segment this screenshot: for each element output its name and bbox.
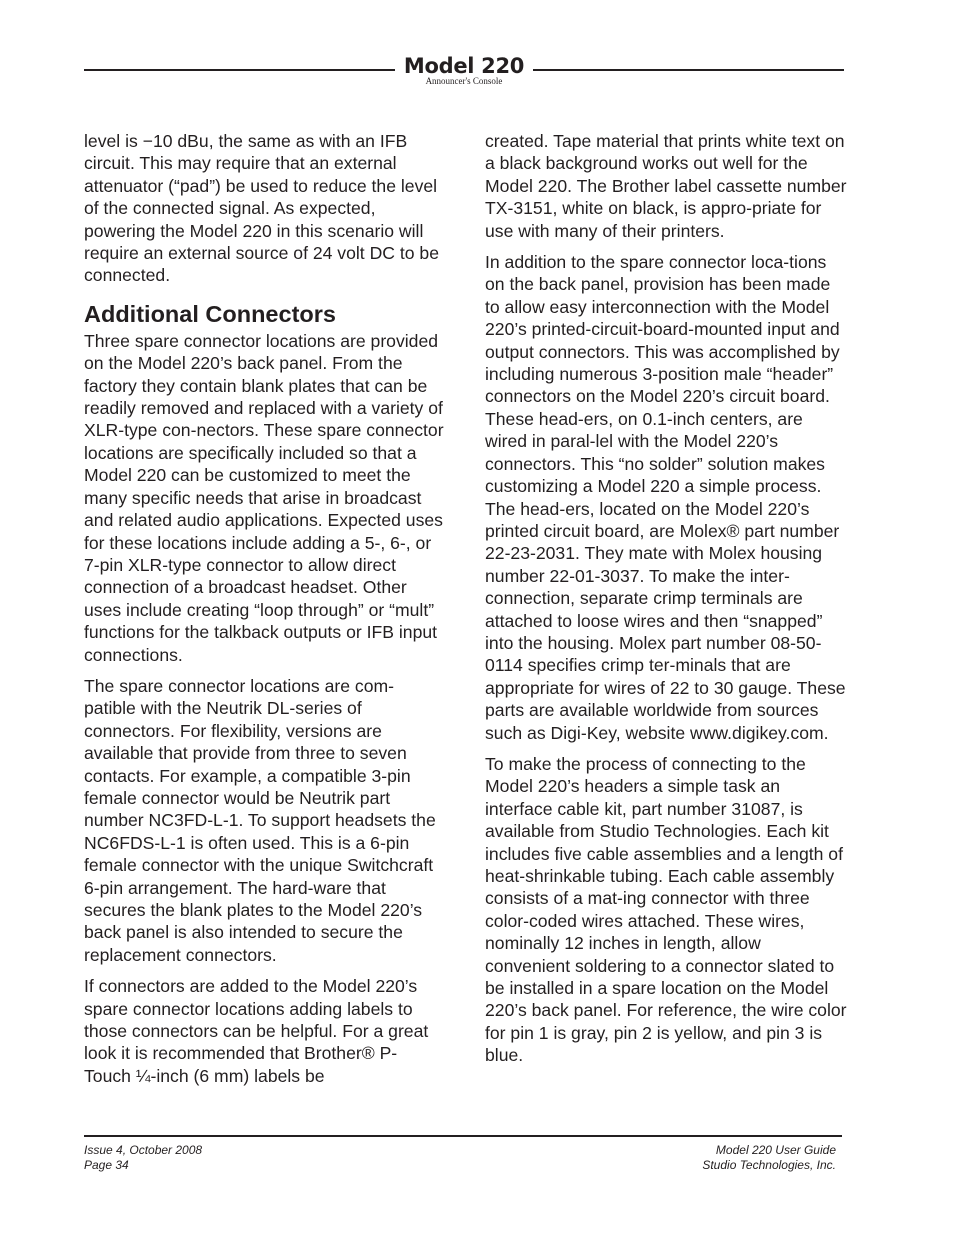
header-rule-right bbox=[533, 69, 844, 71]
header-rule-left bbox=[84, 69, 395, 71]
footer-guide-title: Model 220 User Guide bbox=[715, 1143, 836, 1157]
right-column bbox=[485, 130, 849, 1076]
header-subtitle: Announcer's Console bbox=[425, 76, 503, 86]
footer-company: Studio Technologies, Inc. bbox=[702, 1158, 836, 1172]
body-paragraph: In addition to the spare connector loca-tions on the back panel, provision has been made to allow easy interconnection with the Model 220’s printed-circuit-board-mounted input and output connectors. This was accomplished by including numerous 3-position male “header” connectors on the Model 220’s circuit board. These head-ers, on 0.1-inch centers, are wired in paral-lel with the Model 220’s connectors. This “no solder” solution makes customizing a Model 220 a simple process. The head-ers, located on the Model 220’s printed circuit board, are Molex® part number 22-23-2031. They mate with Molex housing number 22-01-3037. To make the inter-connection, separate crimp terminals are attached to loose wires and then “snapped” into the housing. Molex part number 08-50-0114 specifies crimp ter-minals that are appropriate for wires of 22 to 30 gauge. These parts are available worldwide from sources such as Digi-Key, website www.digikey.com. bbox=[485, 252, 846, 743]
footer-page-number: Page 34 bbox=[84, 1158, 129, 1172]
body-paragraph: To make the process of connecting to the Model 220’s headers a simple task an interface cable kit, part number 31087, is available from Studio Technologies. Each kit includes five cable assemblies and a length of heat-shrinkable tubing. Each cable assembly consists of a mat-ing connector with three color-coded wires attached. These wires, nominally 12 inches in length, allow convenient soldering to a connector slated to be installed in a spare location on the Model 220’s back panel. For reference, the wire color for pin 1 is gray, pin 2 is yellow, and pin 3 is blue. bbox=[485, 753, 847, 1066]
left-column bbox=[84, 130, 444, 1096]
header-brand bbox=[398, 55, 530, 86]
footer-right bbox=[702, 1143, 836, 1173]
footer-issue: Issue 4, October 2008 bbox=[84, 1143, 203, 1157]
body-paragraph: The spare connector locations are com-patible with the Neutrik DL-series of connectors. For flexibility, versions are available that provide from three to seven contacts. For example, a compatible 3-pin female connector would be Neutrik part number NC3FD-L-1. To support headsets the NC6FDS-L-1 is often used. This is a 6-pin female connector with the unique Switchcraft 6-pin arrangement. The hard-ware that secures the blank plates to the Model 220’s back panel is also intended to secure the replacement connectors. bbox=[84, 675, 436, 965]
footer-left bbox=[84, 1143, 202, 1173]
intro-paragraph: level is −10 dBu, the same as with an IFB circuit. This may require that an external attenuator (“pad”) be used to reduce the level of the connected signal. As expected, powering the Model 220 in this scenario will require an external source of 24 volt DC to be connected. bbox=[84, 131, 440, 286]
header-title: Model 220 bbox=[403, 54, 525, 78]
body-paragraph: If connectors are added to the Model 220’s spare connector locations adding labels to those connectors can be helpful. For a great look it is recommended that Brother® P-Touch ¼-inch (6 mm) labels be bbox=[84, 976, 429, 1086]
body-paragraph: Three spare connector locations are provided on the Model 220’s back panel. From the factory they contain blank plates that can be readily removed and replaced with a variety of XLR-type con-nectors. These spare connector locations are specifically included so that a Model 220 can be customized to meet the many specific needs that arise in broadcast and related audio applications. Expected uses for these locations include adding a 5-, 6-, or 7-pin XLR-type connector to allow direct connection of a broadcast headset. Other uses include creating “loop through” or “mult” functions for the talkback outputs or IFB input connections. bbox=[84, 330, 444, 665]
footer-rule bbox=[84, 1135, 842, 1137]
section-heading: Additional Connectors bbox=[84, 300, 336, 327]
continued-paragraph: created. Tape material that prints white text on a black background works out well for the Model 220. The Brother label cassette number TX-3151, white on black, is appro-priate for use with many of their printers. bbox=[485, 131, 847, 241]
